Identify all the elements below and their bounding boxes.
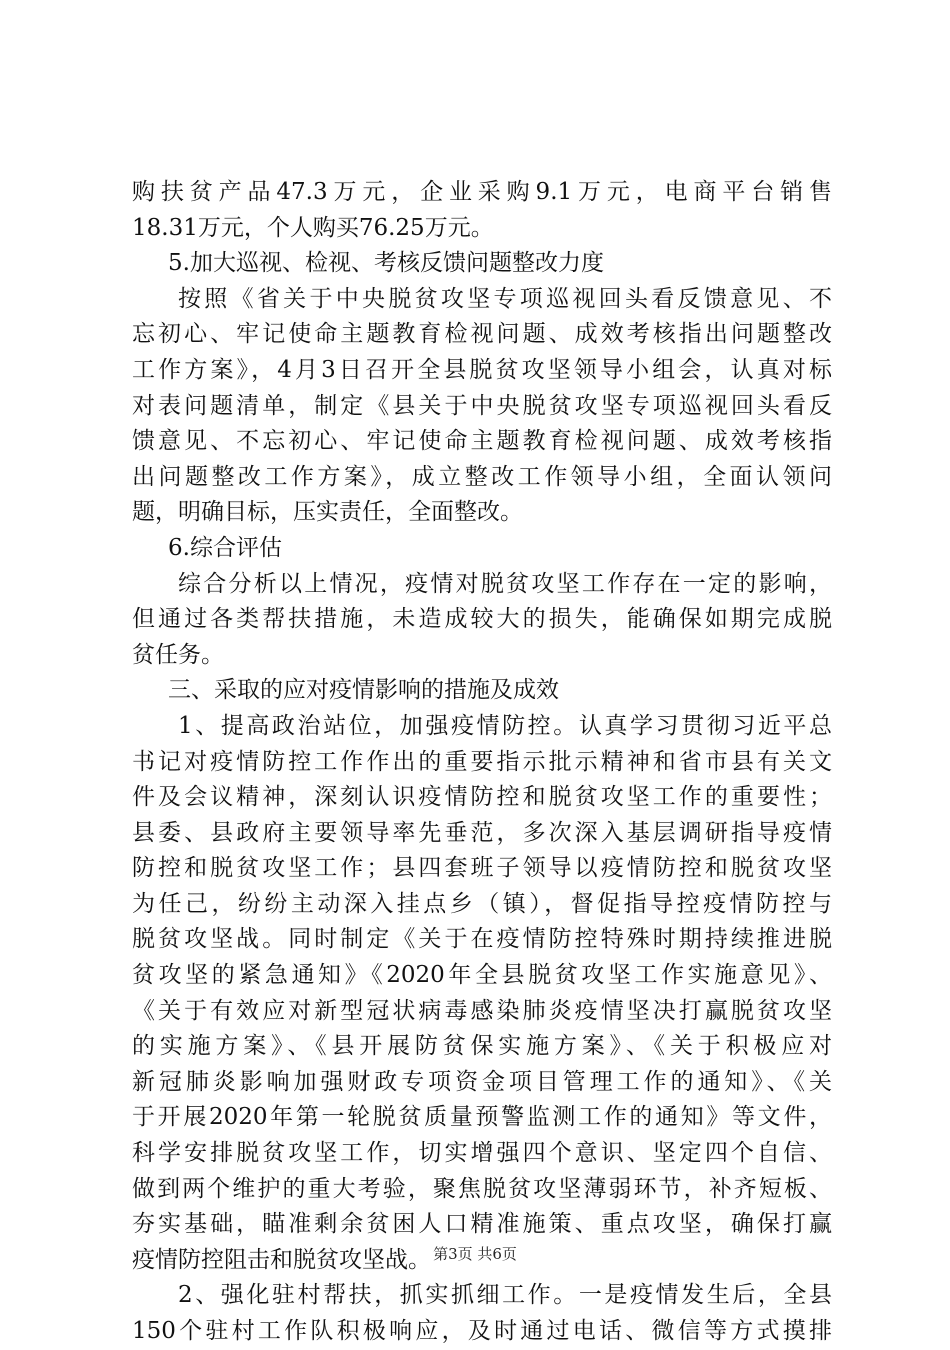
text-line: 的实施方案》、《县开展防贫保实施方案》、《关于积极应对: [132, 1033, 832, 1060]
text-line: 件及会议精神，深刻认识疫情防控和脱贫攻坚工作的重要性；: [132, 784, 832, 811]
section-heading: 三、采取的应对疫情影响的措施及成效: [168, 677, 559, 704]
text-line: 新冠肺炎影响加强财政专项资金项目管理工作的通知》、《关: [132, 1068, 832, 1095]
section-heading: 5.加大巡视、检视、考核反馈问题整改力度: [168, 250, 604, 277]
page-footer: 第3页 共6页: [433, 1245, 517, 1263]
text-line: 18.31万元，个人购买76.25万元。: [132, 214, 494, 241]
text-line: 县委、县政府主要领导率先垂范，多次深入基层调研指导疫情: [132, 819, 832, 846]
text-line: 《关于有效应对新型冠状病毒感染肺炎疫情坚决打赢脱贫攻坚: [132, 997, 832, 1024]
text-line: 购扶贫产品47.3万元，企业采购9.1万元，电商平台销售: [132, 179, 832, 205]
paragraph-start: 按照《省关于中央脱贫攻坚专项巡视回头看反馈意见、不: [178, 285, 832, 312]
text-line: 出问题整改工作方案》，成立整改工作领导小组，全面认领问: [132, 463, 832, 490]
text-line: 书记对疫情防控工作作出的重要指示批示精神和省市县有关文: [132, 748, 832, 775]
text-line: 疫情防控阻击和脱贫攻坚战。: [132, 1246, 431, 1273]
paragraph-start: 综合分析以上情况，疫情对脱贫攻坚工作存在一定的影响，: [178, 570, 832, 597]
text-line: 防控和脱贫攻坚工作；县四套班子领导以疫情防控和脱贫攻坚: [132, 855, 832, 882]
text-line: 做到两个维护的重大考验，聚焦脱贫攻坚薄弱环节，补齐短板、: [132, 1175, 832, 1202]
text-line: 为任己，纷纷主动深入挂点乡（镇），督促指导控疫情防控与: [132, 890, 832, 917]
text-line: 夯实基础，瞄准剩余贫困人口精准施策、重点攻坚，确保打赢: [132, 1211, 832, 1238]
text-line: 题，明确目标，压实责任，全面整改。: [132, 499, 523, 526]
text-line: 但通过各类帮扶措施，未造成较大的损失，能确保如期完成脱: [132, 606, 832, 633]
text-line: 贫攻坚的紧急通知》《2020年全县脱贫攻坚工作实施意见》、: [132, 962, 832, 989]
text-line: 于开展2020年第一轮脱贫质量预警监测工作的通知》等文件，: [132, 1104, 832, 1131]
section-heading: 6.综合评估: [168, 534, 282, 561]
text-line: 科学安排脱贫攻坚工作，切实增强四个意识、坚定四个自信、: [132, 1140, 832, 1167]
text-line: 馈意见、不忘初心、牢记使命主题教育检视问题、成效考核指: [132, 428, 832, 455]
text-line: 忘初心、牢记使命主题教育检视问题、成效考核指出问题整改: [132, 321, 832, 348]
paragraph-start: 1、提高政治站位，加强疫情防控。认真学习贯彻习近平总: [178, 712, 832, 739]
text-line: 贫任务。: [132, 641, 224, 668]
text-line: 对表问题清单，制定《县关于中央脱贫攻坚专项巡视回头看反: [132, 392, 832, 419]
text-line: 脱贫攻坚战。同时制定《关于在疫情防控特殊时期持续推进脱: [132, 926, 832, 953]
text-line: 150个驻村工作队积极响应，及时通过电话、微信等方式摸排: [132, 1318, 832, 1344]
paragraph-start: 2、强化驻村帮扶，抓实抓细工作。一是疫情发生后，全县: [178, 1282, 832, 1309]
text-line: 工作方案》，4月3日召开全县脱贫攻坚领导小组会，认真对标: [132, 356, 832, 383]
document-body: [132, 175, 832, 1350]
